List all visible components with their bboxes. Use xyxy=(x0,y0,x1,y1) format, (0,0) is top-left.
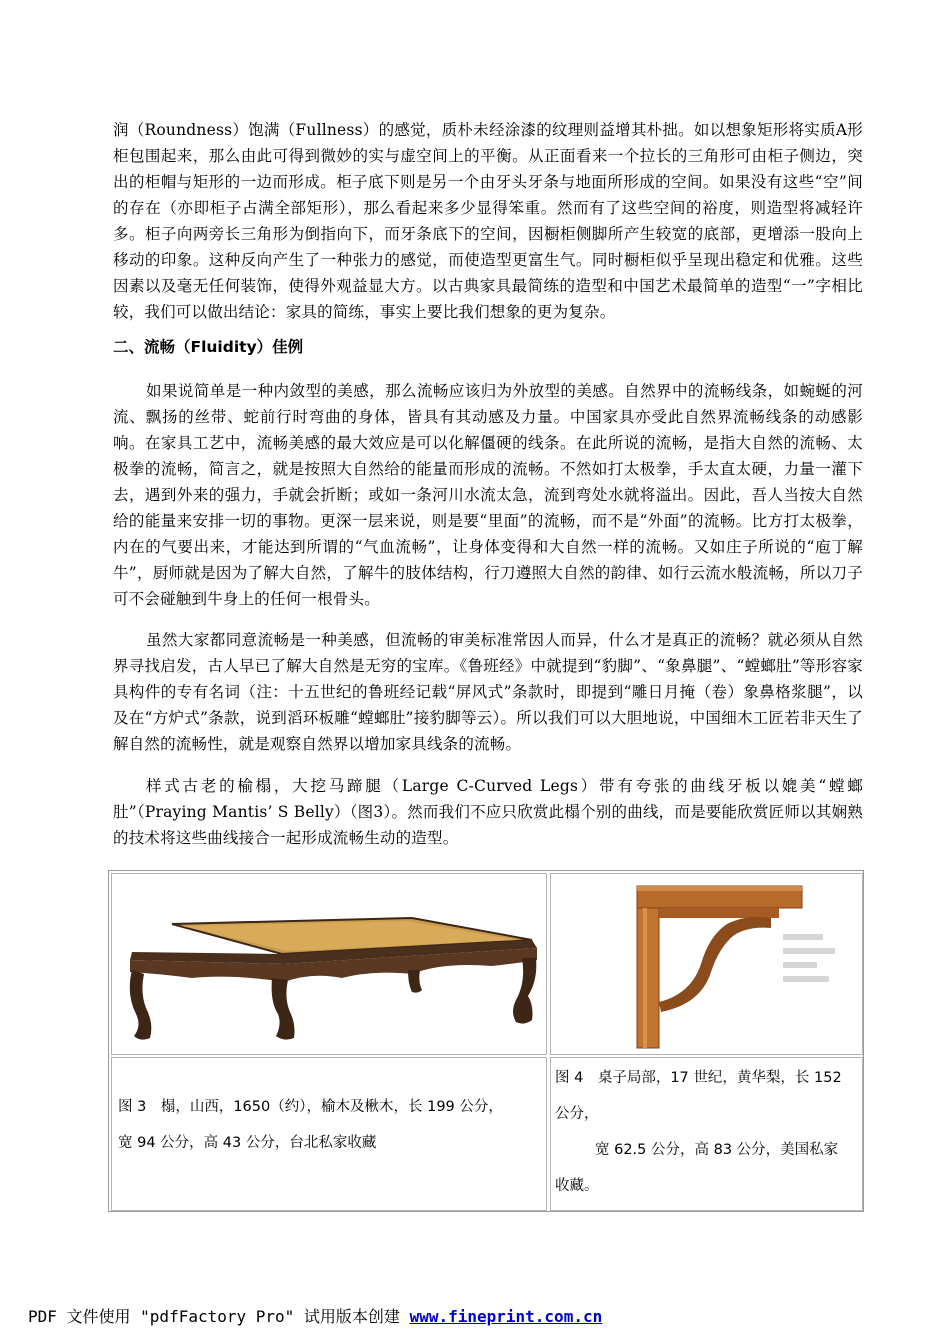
section-heading-fluidity: 二、流畅（Fluidity）佳例 xyxy=(113,338,304,356)
figure-4-caption-cell xyxy=(550,1057,863,1211)
figure-4-image-cell xyxy=(550,873,863,1055)
couch-image xyxy=(112,874,546,1054)
footer-link[interactable]: www.fineprint.com.cn xyxy=(409,1307,603,1326)
footer-text: PDF 文件使用 "pdfFactory Pro" 试用版本创建 xyxy=(28,1307,410,1326)
figure-4-caption-line-3: 宽 62.5 公分，高 83 公分，美国私家 xyxy=(595,1142,839,1158)
pdf-footer xyxy=(28,1304,602,1327)
table-detail-image xyxy=(551,874,862,1054)
paragraph-fluidity-intro: 如果说简单是一种内敛型的美感，那么流畅应该归为外放型的美感。自然界中的流畅线条，如蜿蜒的河流、飘扬的丝带、蛇前行时弯曲的身体，皆具有其动感及力量。中国家具亦受此自然界流畅线条的动感影响。在家具工艺中，流畅美感的最大效应是可以化解僵硬的线条。在此所说的流畅，是指大自然的流畅、太极拳的流畅，简言之，就是按照大自然给的能量而形成的流畅。不然如打太极拳，手太直太硬，力量一灌下去，遇到外来的强力，手就会折断；或如一条河川水流太急，流到弯处水就将溢出。因此，吾人当按大自然给的能量来安排一切的事物。更深一层来说，则是要“里面”的流畅，而不是“外面”的流畅。比方打太极拳，内在的气要出来，才能达到所谓的“气血流畅”，让身体变得和大自然一样的流畅。又如庄子所说的“庖丁解牛”，厨师就是因为了解大自然，了解牛的肢体结构，行刀遵照大自然的韵律、如行云流水般流畅，所以刀子可不会碰触到牛身上的任何一根骨头。 xyxy=(113,382,863,608)
figure-3-caption-line-2: 宽 94 公分，高 43 公分，台北私家收藏 xyxy=(118,1135,377,1151)
figure-table xyxy=(108,870,864,1212)
paragraph-fluidity-standard: 虽然大家都同意流畅是一种美感，但流畅的审美标准常因人而异，什么才是真正的流畅？就必须从自然界寻找启发，古人早已了解大自然是无穷的宝库。《鲁班经》中就提到“豹脚”、“象鼻腿”、“螳螂肚”等形容家具构件的专有名词（注：十五世纪的鲁班经记载“屏风式”条款时，即提到“雕日月掩（卷）象鼻格浆腿”，以及在“方炉式”条款，说到滔环板雕“螳螂肚”接豹脚等云）。所以我们可以大胆地说，中国细木工匠若非天生了解自然的流畅性，就是观察自然界以增加家具线条的流畅。 xyxy=(113,631,863,753)
paragraph-couch-description: 样式古老的榆榻，大挖马蹄腿（Large C-Curved Legs）带有夸张的曲线牙板以媲美“螳螂肚”（Praying Mantis’ S Belly）（图3）。然而我们不应只欣赏此榻个别的曲线，而是要能欣赏匠师以其娴熟的技术将这些曲线接合一起形成流畅生动的造型。 xyxy=(113,777,863,847)
figure-4-caption-line-4: 收藏。 xyxy=(555,1178,599,1194)
paragraph-simplicity-end: 润（Roundness）饱满（Fullness）的感觉，质朴未经涂漆的纹理则益增其朴拙。如以想象矩形将实质A形柜包围起来，那么由此可得到微妙的实与虚空间上的平衡。从正面看来一个拉长的三角形可由柜子侧边，突出的柜帽与矩形的一边而形成。柜子底下则是另一个由牙头牙条与地面所形成的空间。如果没有这些“空”间的存在（亦即柜子占满全部矩形），那么看起来多少显得笨重。然而有了这些空间的裕度，则造型将减轻许多。柜子向两旁长三角形为倒指向下，而牙条底下的空间，因橱柜侧脚所产生较宽的底部，更增添一股向上移动的印象。这种反向产生了一种张力的感觉，而使造型更富生气。同时橱柜似乎呈现出稳定和优雅。这些因素以及毫无任何装饰，使得外观益显大方。以古典家具最简练的造型和中国艺术最简单的造型“一”字相比较，我们可以做出结论：家具的简练，事实上要比我们想象的更为复杂。 xyxy=(113,121,863,321)
figure-3-image-cell xyxy=(111,873,547,1055)
figure-4-caption-line-1: 图 4 桌子局部，17 世纪，黄华梨，长 152 xyxy=(555,1070,842,1086)
figure-3-caption-cell xyxy=(111,1057,547,1211)
figure-4-caption-line-2: 公分， xyxy=(555,1106,599,1122)
figure-3-caption-line-1: 图 3 榻，山西，1650（约），榆木及楸木，长 199 公分， xyxy=(118,1099,503,1115)
